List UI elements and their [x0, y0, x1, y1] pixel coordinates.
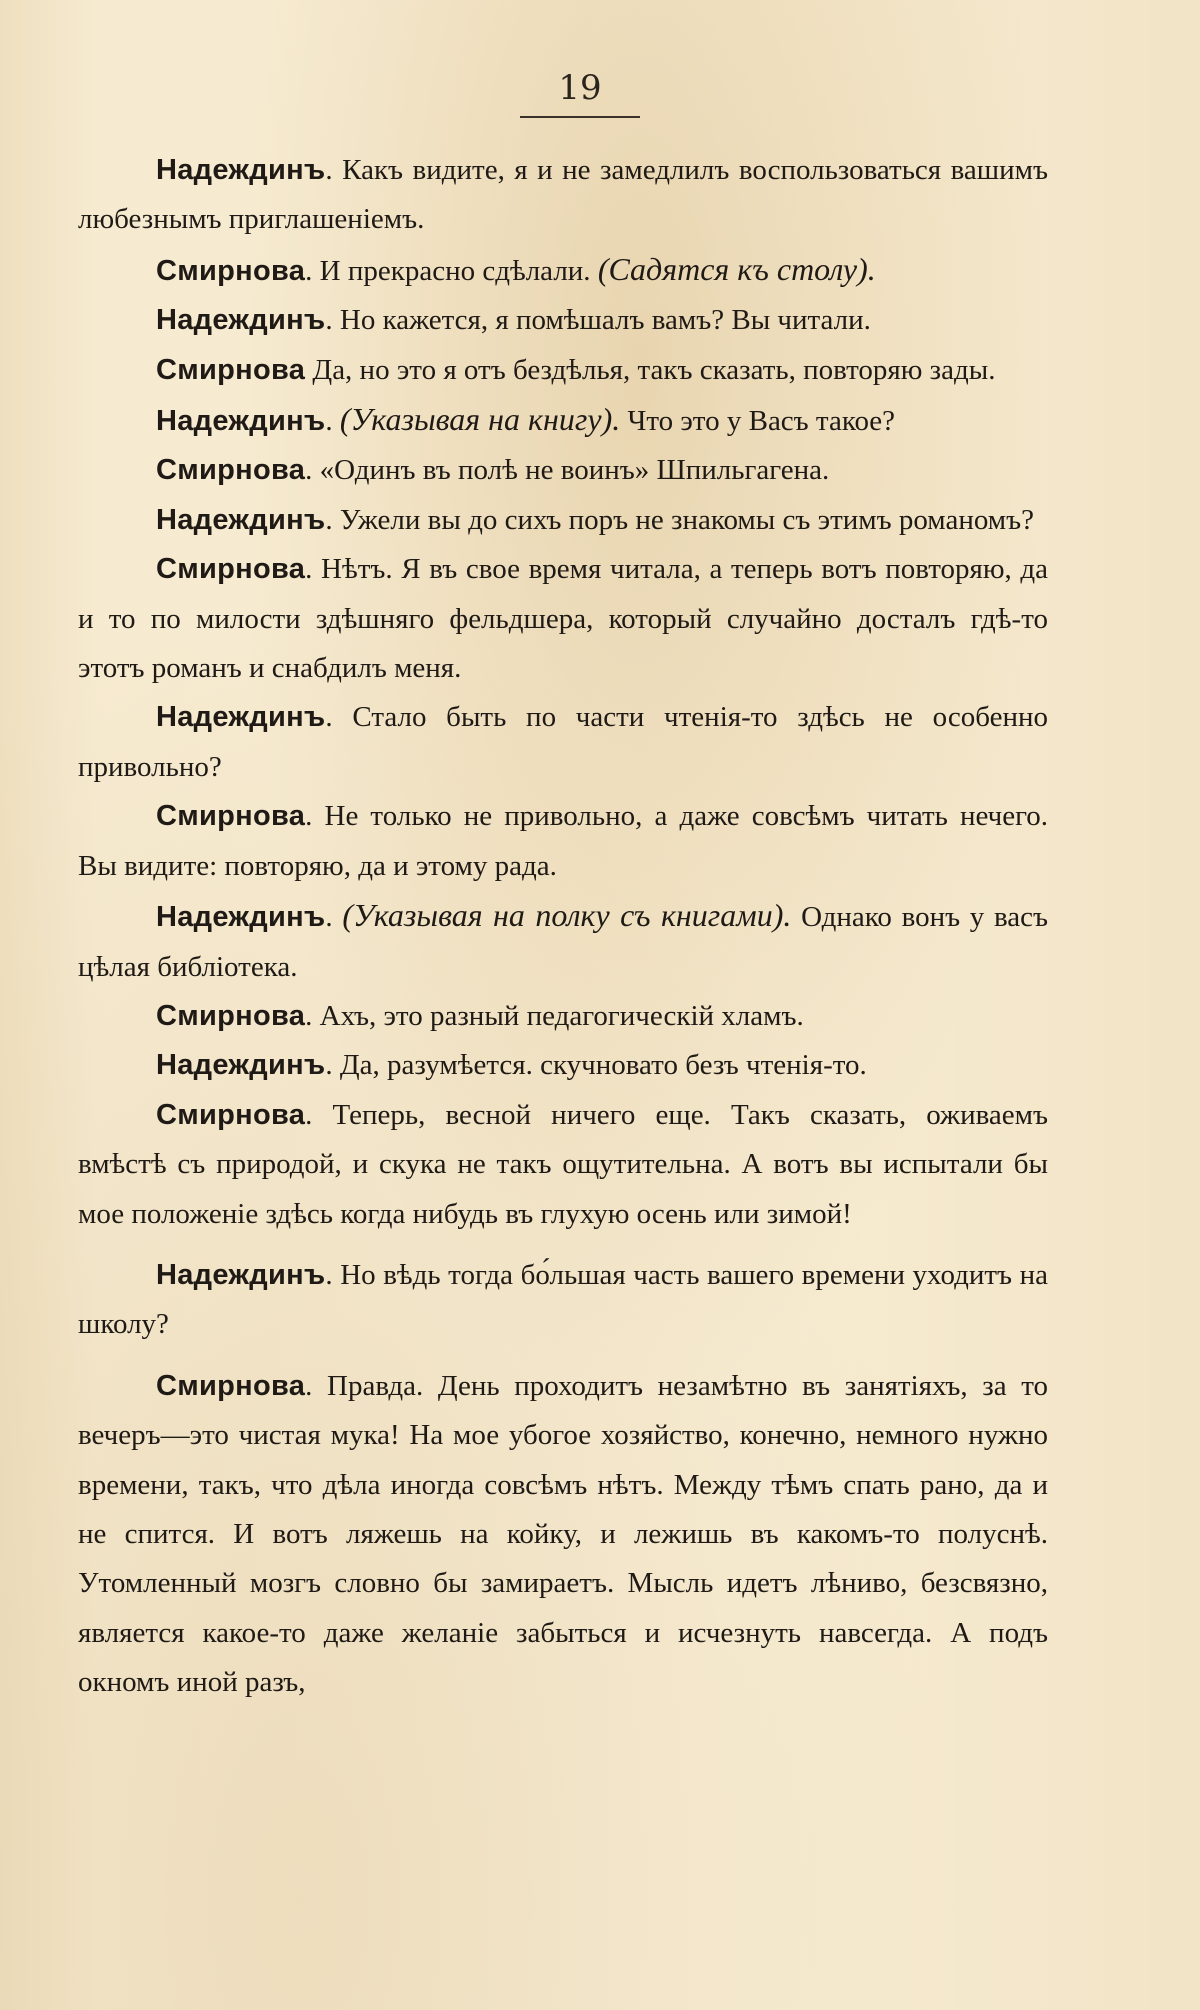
line-text: Что это у Васъ такое?: [620, 405, 896, 438]
dialogue-paragraph: [78, 146, 1048, 245]
speaker-name: Надеждинъ: [156, 1049, 326, 1082]
dialogue-paragraph: [78, 496, 1048, 545]
dialogue-paragraph: [78, 1041, 1048, 1090]
dialogue-paragraph: [78, 245, 1048, 296]
speaker-name: Надеждинъ: [156, 405, 326, 438]
dialogue-paragraph: [78, 1362, 1048, 1708]
line-text: Стало быть по части чтенія-то здѣсь не особенно привольно?: [78, 701, 1049, 783]
dialogue-paragraph: [78, 296, 1048, 345]
line-text: Но кажется, я помѣшалъ вамъ? Вы читали.: [339, 304, 871, 337]
page-number: 19: [558, 68, 602, 108]
speaker-name: Надеждинъ: [156, 503, 326, 536]
speaker-separator: .: [325, 1258, 341, 1291]
speaker-name: Смирнова: [156, 1369, 306, 1402]
speaker-name: Надеждинъ: [156, 1258, 326, 1291]
dialogue-text: [78, 146, 1048, 1708]
speaker-name: Надеждинъ: [156, 701, 326, 734]
speaker-separator: .: [325, 701, 353, 734]
speaker-name: Смирнова: [156, 1098, 306, 1131]
speaker-separator: .: [325, 503, 340, 536]
line-text: И прекрасно сдѣлали.: [319, 254, 598, 287]
speaker-name: Смирнова: [156, 800, 306, 833]
speaker-separator: .: [325, 1049, 340, 1082]
speaker-name: Смирнова: [156, 999, 306, 1032]
speaker-separator: .: [305, 1098, 333, 1131]
speaker-name: Смирнова: [156, 553, 306, 586]
speaker-separator: .: [325, 304, 340, 337]
line-text: Какъ видите, я и не замедлилъ воспользоваться вашимъ любезнымъ приглашеніемъ.: [78, 154, 1049, 236]
line-text: Да, но это я отъ бездѣлья, такъ сказать, повторяю зады.: [312, 353, 996, 386]
speaker-separator: .: [325, 154, 343, 186]
speaker-separator: .: [305, 1369, 328, 1402]
line-text: «Одинъ въ полѣ не воинъ» Шпильгагена.: [319, 454, 830, 487]
speaker-name: Смирнова: [156, 454, 306, 487]
dialogue-paragraph: [78, 693, 1048, 792]
speaker-separator: .: [305, 800, 325, 833]
speaker-separator: .: [325, 405, 340, 438]
stage-direction: (Указывая на полку съ книгами).: [342, 897, 792, 934]
speaker-name: Надеждинъ: [156, 901, 326, 934]
line-text: Теперь, весной ничего еще. Такъ сказать, оживаемъ вмѣстѣ съ природой, и скука не такъ ощутительна. А вотъ вы испытали бы мое положеніе здѣсь когда нибудь въ глухую осень или зимой!: [78, 1098, 1049, 1230]
page-number-rule: [520, 116, 640, 118]
speaker-separator: .: [305, 553, 322, 586]
dialogue-paragraph: [78, 346, 1048, 395]
speaker-name: Смирнова: [156, 353, 306, 386]
speaker-name: Надеждинъ: [156, 304, 326, 337]
line-text: Не только не привольно, а даже совсѣмъ читать нечего. Вы видите: повторяю, да и этому рада.: [78, 800, 1048, 882]
dialogue-paragraph: [78, 395, 1048, 446]
line-text: Ужели вы до сихъ поръ не знакомы съ этимъ романомъ?: [339, 503, 1035, 536]
line-text: Но вѣдь тогда бо́льшая часть вашего времени уходитъ на школу?: [78, 1258, 1048, 1341]
dialogue-paragraph: [78, 446, 1048, 495]
dialogue-paragraph: [78, 891, 1048, 992]
line-text: Ахъ, это разный педагогическій хламъ.: [319, 999, 804, 1032]
dialogue-paragraph: [78, 1251, 1048, 1350]
line-text: Да, разумѣется. скучновато безъ чтенія-то.: [339, 1049, 867, 1082]
dialogue-paragraph: [78, 992, 1048, 1041]
speaker-separator: .: [305, 999, 320, 1032]
stage-direction: (Указывая на книгу).: [339, 401, 621, 438]
speaker-separator: .: [305, 254, 320, 287]
line-text: Нѣтъ. Я въ свое время читала, а теперь вотъ повторяю, да и то по милости здѣшняго фельдшера, который случайно досталъ гдѣ-то этотъ романъ и снабдилъ меня.: [78, 553, 1049, 685]
line-text: Однако вонъ у васъ цѣлая библіотека.: [78, 901, 1049, 983]
speaker-separator: .: [325, 901, 343, 934]
dialogue-paragraph: [78, 545, 1048, 693]
speaker-separator: .: [305, 454, 320, 487]
speaker-name: Надеждинъ: [156, 154, 326, 186]
speaker-name: Смирнова: [156, 254, 306, 287]
dialogue-paragraph: [78, 1091, 1048, 1239]
line-text: Правда. День проходитъ незамѣтно въ занятіяхъ, за то вечеръ—это чистая мука! На мое убогое хозяйство, конечно, немного нужно времени, такъ, что дѣла иногда совсѣмъ нѣтъ. Между тѣмъ спать рано, да и не спится. И вотъ ляжешь на койку, и лежишь въ какомъ-то полуснѣ. Утомленный мозгъ словно бы замираетъ. Мысль идетъ лѣниво, безсвязно, является какое-то даже желаніе забыться и исчезнуть навсегда. А подъ окномъ иной разъ,: [78, 1369, 1049, 1699]
stage-direction: (Садятся къ столу).: [597, 250, 876, 287]
dialogue-paragraph: [78, 792, 1048, 891]
